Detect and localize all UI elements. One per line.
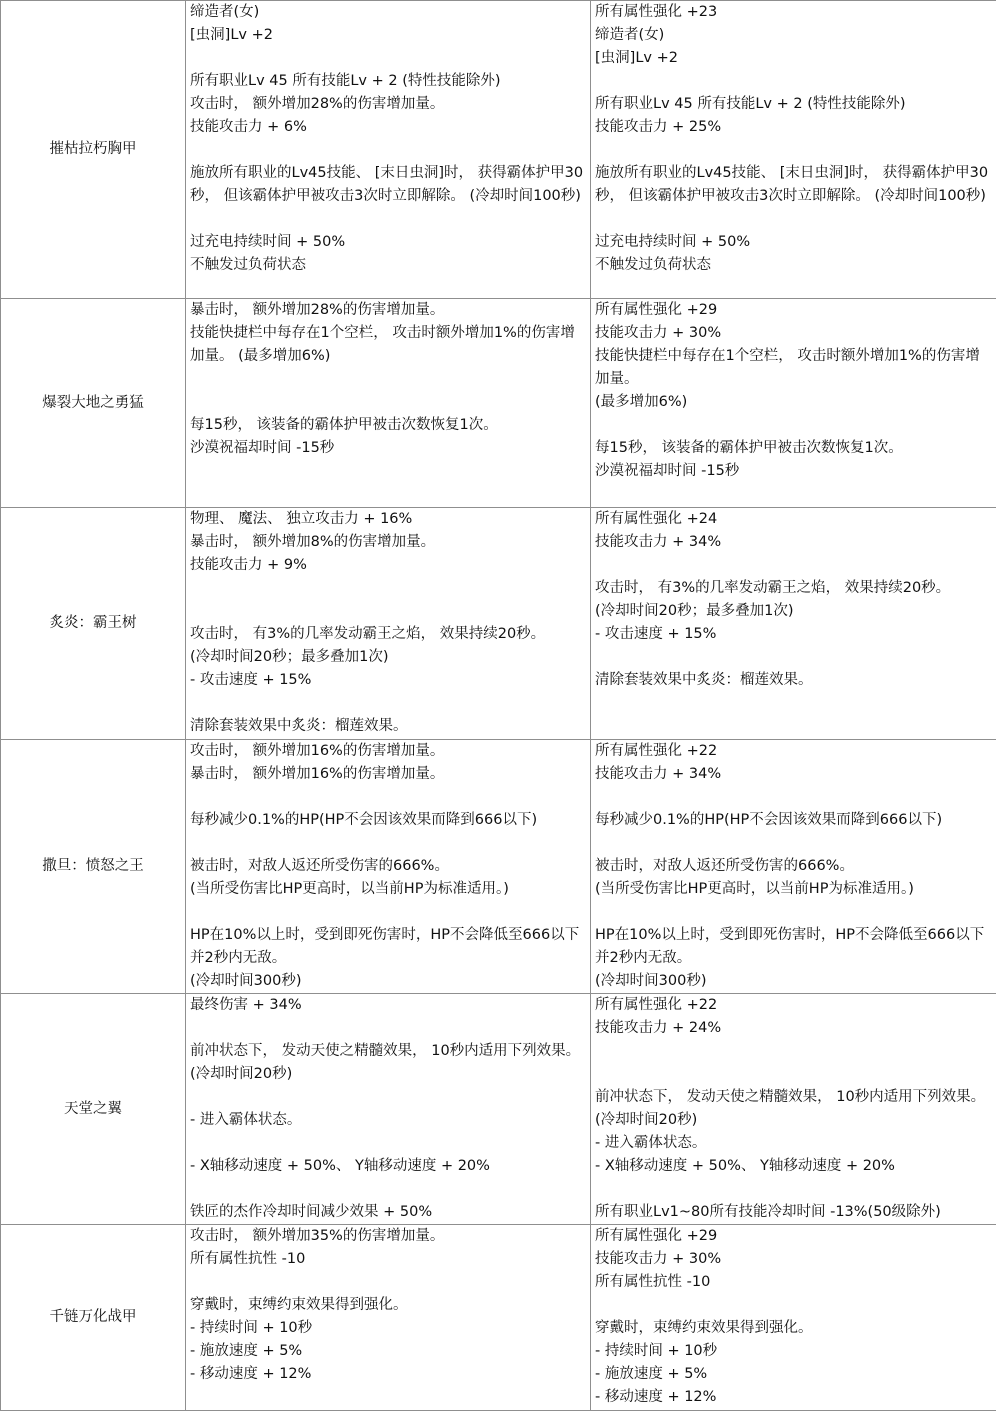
- blank-line: [595, 646, 992, 669]
- effect-line: 物理、 魔法、 独立攻击力 + 16%: [190, 508, 586, 531]
- old-effects-cell: [186, 994, 591, 1225]
- effect-line: - 移动速度 + 12%: [190, 1363, 586, 1386]
- effect-line: - X轴移动速度 + 50%、 Y轴移动速度 + 20%: [595, 1155, 992, 1178]
- effect-line: 所有属性强化 +22: [595, 994, 992, 1017]
- blank-line: [595, 1040, 992, 1063]
- effect-line: - 攻击速度 + 15%: [190, 669, 586, 692]
- blank-line: [190, 600, 586, 623]
- equipment-name-cell: [1, 299, 186, 508]
- effect-line: - X轴移动速度 + 50%、 Y轴移动速度 + 20%: [190, 1155, 586, 1178]
- effect-line: (冷却时间20秒；最多叠加1次): [595, 600, 992, 623]
- blank-line: [595, 832, 992, 855]
- effect-line: 被击时，对敌人返还所受伤害的666%。: [190, 855, 586, 878]
- blank-line: [595, 414, 992, 437]
- new-effects-cell: [591, 1225, 996, 1411]
- effect-line: 所有属性强化 +29: [595, 299, 992, 322]
- blank-line: [190, 832, 586, 855]
- equipment-name: 天堂之翼: [64, 1101, 122, 1117]
- effect-line: (冷却时间20秒；最多叠加1次): [190, 646, 586, 669]
- effect-line: 技能攻击力 + 9%: [190, 554, 586, 577]
- blank-line: [190, 901, 586, 924]
- new-effects-cell: [591, 508, 996, 740]
- blank-line: [190, 692, 586, 715]
- effect-line: - 进入霸体状态。: [595, 1132, 992, 1155]
- effect-line: 暴击时， 额外增加28%的伤害增加量。: [190, 299, 586, 322]
- effect-line: - 移动速度 + 12%: [595, 1386, 992, 1409]
- effect-line: 缔造者(女): [190, 1, 586, 24]
- new-effects-cell: [591, 994, 996, 1225]
- blank-line: [595, 554, 992, 577]
- blank-line: [190, 577, 586, 600]
- effect-line: 技能快捷栏中每存在1个空栏， 攻击时额外增加1%的伤害增加量。 (最多增加6%): [190, 322, 586, 368]
- effect-line: 不触发过负荷状态: [595, 254, 992, 277]
- effect-line: 技能攻击力 + 30%: [595, 1248, 992, 1271]
- equipment-name-cell: [1, 1225, 186, 1411]
- old-effects-cell: [186, 1, 591, 299]
- effect-line: 穿戴时，束缚约束效果得到强化。: [595, 1317, 992, 1340]
- blank-line: [595, 786, 992, 809]
- effect-line: 所有属性强化 +24: [595, 508, 992, 531]
- equipment-name: 炙炎：霸王树: [50, 615, 137, 631]
- blank-line: [595, 1294, 992, 1317]
- effect-line: 所有属性抗性 -10: [190, 1248, 586, 1271]
- table-row: [1, 1225, 996, 1411]
- blank-line: [595, 70, 992, 93]
- effect-line: - 持续时间 + 10秒: [190, 1317, 586, 1340]
- old-effects-cell: [186, 508, 591, 740]
- effect-line: 不触发过负荷状态: [190, 254, 586, 277]
- equipment-name-cell: [1, 740, 186, 994]
- old-effects-cell: [186, 1225, 591, 1411]
- effect-line: (冷却时间300秒): [595, 970, 992, 993]
- effect-line: 技能攻击力 + 34%: [595, 763, 992, 786]
- table-row: [1, 299, 996, 508]
- blank-line: [595, 139, 992, 162]
- table-row: [1, 740, 996, 994]
- effect-line: 沙漠祝福却时间 -15秒: [595, 460, 992, 483]
- blank-line: [190, 1271, 586, 1294]
- effect-line: 施放所有职业的Lv45技能、 [末日虫洞]时， 获得霸体护甲30秒， 但该霸体护甲被攻击3次时立即解除。 (冷却时间100秒): [190, 162, 586, 208]
- old-effects-cell: [186, 740, 591, 994]
- effect-line: 技能攻击力 + 24%: [595, 1017, 992, 1040]
- effect-line: 每秒减少0.1%的HP(HP不会因该效果而降到666以下): [190, 809, 586, 832]
- blank-line: [190, 391, 586, 414]
- effect-line: - 进入霸体状态。: [190, 1109, 586, 1132]
- effect-line: 攻击时， 有3%的几率发动霸王之焰， 效果持续20秒。: [595, 577, 992, 600]
- effect-line: 攻击时， 额外增加16%的伤害增加量。: [190, 740, 586, 763]
- blank-line: [190, 47, 586, 70]
- effect-line: 前冲状态下， 发动天使之精髓效果， 10秒内适用下列效果。(冷却时间20秒): [190, 1040, 586, 1086]
- effect-line: 过充电持续时间 + 50%: [595, 231, 992, 254]
- effect-line: 沙漠祝福却时间 -15秒: [190, 437, 586, 460]
- effect-line: 技能攻击力 + 34%: [595, 531, 992, 554]
- equipment-name: 撒旦：愤怒之王: [42, 858, 144, 874]
- effect-line: 前冲状态下， 发动天使之精髓效果， 10秒内适用下列效果。(冷却时间20秒): [595, 1086, 992, 1132]
- effect-line: 技能快捷栏中每存在1个空栏， 攻击时额外增加1%的伤害增加量。: [595, 345, 992, 391]
- table-row: [1, 1, 996, 299]
- blank-line: [190, 368, 586, 391]
- new-effects-cell: [591, 1, 996, 299]
- equipment-name: 爆裂大地之勇猛: [42, 395, 144, 411]
- new-effects-cell: [591, 740, 996, 994]
- new-effects-cell: [591, 299, 996, 508]
- effect-line: 每15秒， 该装备的霸体护甲被击次数恢复1次。: [190, 414, 586, 437]
- effect-line: 施放所有职业的Lv45技能、 [末日虫洞]时， 获得霸体护甲30秒， 但该霸体护甲被攻击3次时立即解除。 (冷却时间100秒): [595, 162, 992, 208]
- effect-line: 所有属性强化 +22: [595, 740, 992, 763]
- equipment-name-cell: [1, 508, 186, 740]
- effect-line: 过充电持续时间 + 50%: [190, 231, 586, 254]
- blank-line: [595, 1063, 992, 1086]
- effect-line: 缔造者(女): [595, 24, 992, 47]
- effect-line: - 持续时间 + 10秒: [595, 1340, 992, 1363]
- effect-line: 攻击时， 有3%的几率发动霸王之焰， 效果持续20秒。: [190, 623, 586, 646]
- effect-line: [虫洞]Lv +2: [595, 47, 992, 70]
- effect-line: 每秒减少0.1%的HP(HP不会因该效果而降到666以下): [595, 809, 992, 832]
- equipment-name-cell: [1, 994, 186, 1225]
- blank-line: [190, 208, 586, 231]
- effect-line: HP在10%以上时，受到即死伤害时，HP不会降低至666以下并2秒内无敌。: [190, 924, 586, 970]
- effect-line: 暴击时， 额外增加8%的伤害增加量。: [190, 531, 586, 554]
- effect-line: 所有属性抗性 -10: [595, 1271, 992, 1294]
- effect-line: 技能攻击力 + 6%: [190, 116, 586, 139]
- blank-line: [595, 208, 992, 231]
- effect-line: 攻击时， 额外增加28%的伤害增加量。: [190, 93, 586, 116]
- effect-line: 清除套装效果中炙炎：榴莲效果。: [595, 669, 992, 692]
- effect-line: - 攻击速度 + 15%: [595, 623, 992, 646]
- effect-line: 铁匠的杰作冷却时间减少效果 + 50%: [190, 1201, 586, 1224]
- table-row: [1, 508, 996, 740]
- effect-line: 技能攻击力 + 30%: [595, 322, 992, 345]
- equipment-name: 摧枯拉朽胸甲: [50, 141, 137, 157]
- effect-line: 所有属性强化 +29: [595, 1225, 992, 1248]
- blank-line: [595, 901, 992, 924]
- effect-line: 被击时，对敌人返还所受伤害的666%。: [595, 855, 992, 878]
- effect-line: 暴击时， 额外增加16%的伤害增加量。: [190, 763, 586, 786]
- effect-line: 技能攻击力 + 25%: [595, 116, 992, 139]
- effect-line: 攻击时， 额外增加35%的伤害增加量。: [190, 1225, 586, 1248]
- effect-line: 所有职业Lv1~80所有技能冷却时间 -13%(50级除外): [595, 1201, 992, 1224]
- effect-line: (最多增加6%): [595, 391, 992, 414]
- blank-line: [190, 1017, 586, 1040]
- effect-line: (当所受伤害比HP更高时，以当前HP为标准适用。): [190, 878, 586, 901]
- effect-line: 最终伤害 + 34%: [190, 994, 586, 1017]
- effect-line: 每15秒， 该装备的霸体护甲被击次数恢复1次。: [595, 437, 992, 460]
- blank-line: [190, 139, 586, 162]
- blank-line: [595, 1178, 992, 1201]
- blank-line: [190, 1086, 586, 1109]
- effect-line: 所有属性强化 +23: [595, 1, 992, 24]
- effect-line: 穿戴时，束缚约束效果得到强化。: [190, 1294, 586, 1317]
- effect-line: (当所受伤害比HP更高时，以当前HP为标准适用。): [595, 878, 992, 901]
- blank-line: [190, 1178, 586, 1201]
- effect-line: - 施放速度 + 5%: [190, 1340, 586, 1363]
- table-row: [1, 994, 996, 1225]
- blank-line: [190, 1132, 586, 1155]
- effect-line: 清除套装效果中炙炎：榴莲效果。: [190, 715, 586, 738]
- blank-line: [190, 786, 586, 809]
- equipment-name: 千链万化战甲: [50, 1309, 137, 1325]
- effect-line: HP在10%以上时，受到即死伤害时，HP不会降低至666以下并2秒内无敌。: [595, 924, 992, 970]
- old-effects-cell: [186, 299, 591, 508]
- effect-line: - 施放速度 + 5%: [595, 1363, 992, 1386]
- effect-line: 所有职业Lv 45 所有技能Lv + 2 (特性技能除外): [595, 93, 992, 116]
- equipment-name-cell: [1, 1, 186, 299]
- effect-line: [虫洞]Lv +2: [190, 24, 586, 47]
- effect-line: (冷却时间300秒): [190, 970, 586, 993]
- effect-line: 所有职业Lv 45 所有技能Lv + 2 (特性技能除外): [190, 70, 586, 93]
